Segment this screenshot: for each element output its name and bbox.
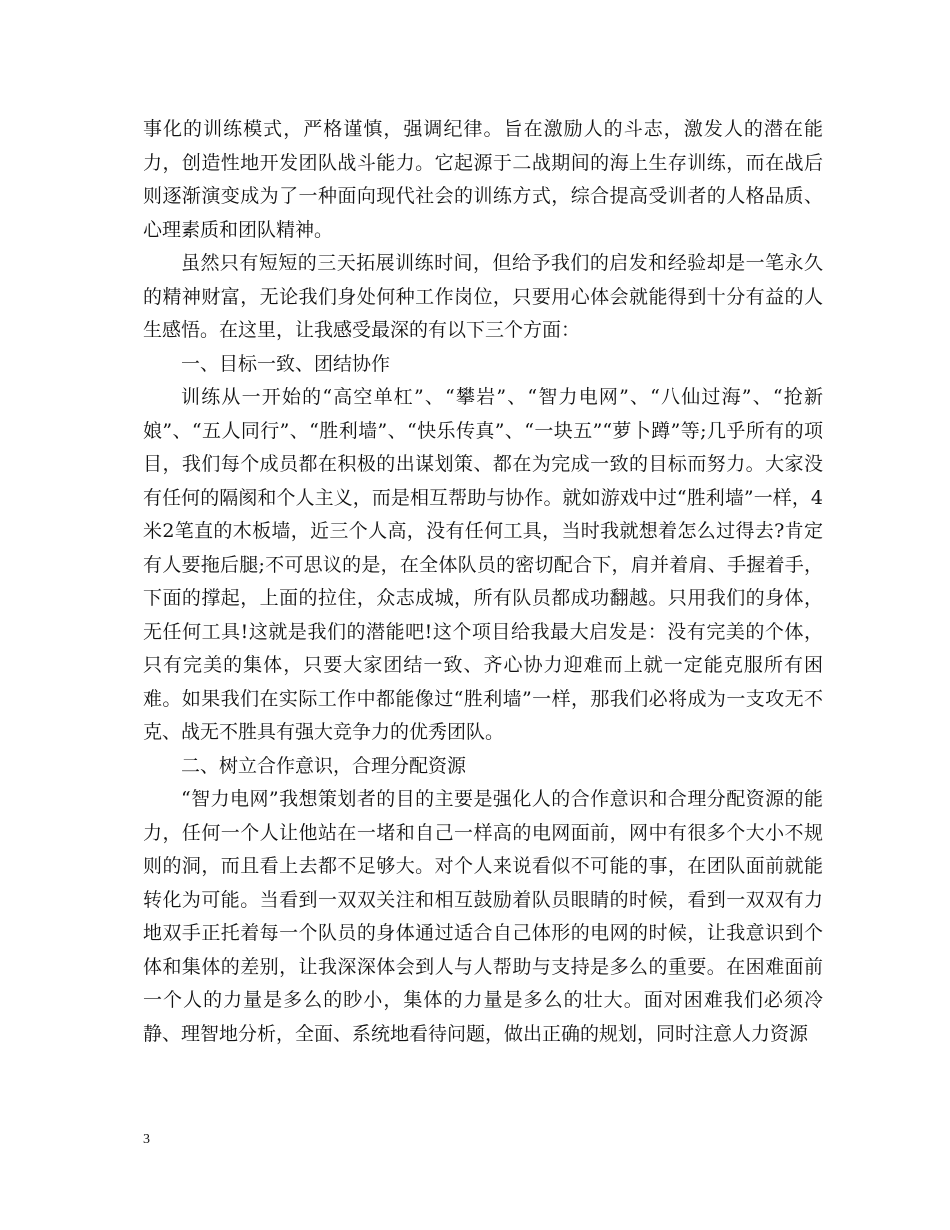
paragraph-intro: 虽然只有短短的三天拓展训练时间，但给予我们的启发和经验却是一笔永久的精神财富，无论我们身处何种工作岗位，只要用心体会就能得到十分有益的人生感悟。在这里，让我感受最深的有以下三个方面： xyxy=(143,252,823,341)
paragraph-section-2: “智力电网”我想策划者的目的主要是强化人的合作意识和合理分配资源的能力，任何一个人让他站在一堵和自己一样高的电网面前，网中有很多个大小不规则的洞，而且看上去都不足够大。对个人来说看似不可能的事，在团队面前就能转化为可能。当看到一双双关注和相互鼓励着队员眼睛的时候，看到一双双有力地双手正托着每一个队员的身体通过适合自己体形的电网的时候，让我意识到个体和集体的差别，让我深深体会到人与人帮助与支持是多么的重要。在困难面前一个人的力量是多么的眇小，集体的力量是多么的壮大。面对困难我们必须冷静、理智地分析，全面、系统地看待问题，做出正确的规划，同时注意人力资源 xyxy=(143,788,823,1045)
body-text xyxy=(143,113,823,1051)
paragraph-section-1: 训练从一开始的“高空单杠”、“攀岩”、“智力电网”、“八仙过海”、“抢新娘”、“五人同行”、“胜利墙”、“快乐传真”、“一块五”“萝卜蹲”等;几乎所有的项目，我们每个成员都在积极的出谋划策、都在为完成一致的目标而努力。大家没有任何的隔阂和个人主义，而是相互帮助与协作。就如游戏中过“胜利墙”一样，4米2笔直的木板墙，近三个人高，没有任何工具，当时我就想着怎么过得去?肯定有人要拖后腿;不可思议的是，在全体队员的密切配合下，肩并着肩、手握着手，下面的撑起，上面的拉住，众志成城，所有队员都成功翻越。只用我们的身体，无任何工具!这就是我们的潜能吧!这个项目给我最大启发是：没有完美的个体，只有完美的集体，只要大家团结一致、齐心协力迎难而上就一定能克服所有困难。如果我们在实际工作中都能像过“胜利墙”一样，那我们必将成为一支攻无不克、战无不胜具有强大竞争力的优秀团队。 xyxy=(143,386,823,743)
section-heading-2: 二、树立合作意识，合理分配资源 xyxy=(181,754,467,777)
section-heading-1: 一、目标一致、团结协作 xyxy=(181,352,391,375)
paragraph-continuation: 事化的训练模式，严格谨慎，强调纪律。旨在激励人的斗志，激发人的潜在能力，创造性地开发团队战斗能力。它起源于二战期间的海上生存训练，而在战后则逐渐演变成为了一种面向现代社会的训练方式，综合提高受训者的人格品质、心理素质和团队精神。 xyxy=(143,118,823,241)
page-number: 3 xyxy=(143,1132,150,1147)
